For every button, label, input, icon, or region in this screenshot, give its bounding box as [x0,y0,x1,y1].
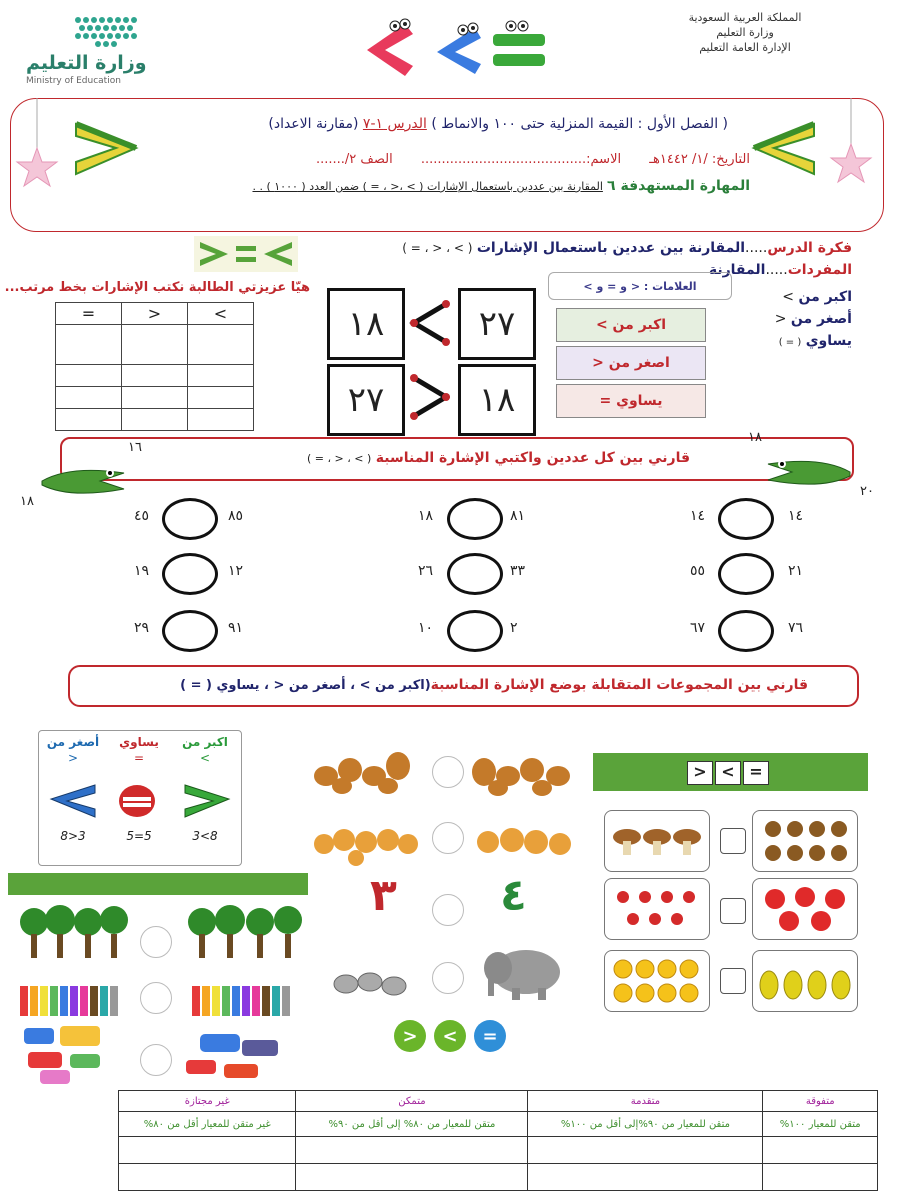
rubric-empty-row [119,1137,878,1164]
lesson-idea-text: المقارنة بين عددين باستعمال الإشارات [476,240,746,256]
crocodile-less-sign-icon [750,118,818,184]
example-left-number: ١٨ [327,288,405,360]
crocodile-icon [40,455,130,503]
pencils-group-icon [190,978,300,1018]
government-header [680,10,810,55]
card-sign: = [133,751,145,765]
card-header-greater: اكبر من [182,735,228,749]
date-field[interactable]: التاريخ: /١/ ١٤٤٢هـ [649,152,750,167]
vocab-item: اكبر من > [782,289,852,305]
vocabulary-text: المقارنة [708,262,766,278]
compare-right-number: ١٤ [788,508,804,524]
rubric-description: متقن للمعيار من ٩٠%إلى أقل من ١٠٠% [528,1112,763,1137]
answer-circle[interactable] [718,553,774,595]
dogs-group-icon [312,740,422,796]
ministry-name-en: Ministry of Education [26,76,121,86]
legend-less: اصغر من < [556,346,706,380]
student-line [170,152,750,167]
lesson-number: الدرس ١-٧ [362,116,427,132]
star-ornament-icon [826,98,876,194]
example-right-number: ٢٧ [458,288,536,360]
gov-line-directorate: الإدارة العامة التعليم [699,41,791,54]
crocodile-signs-card [38,730,242,866]
rubric-header: متمكن [296,1091,528,1112]
mushrooms-icon [605,811,709,871]
compare-right-number: ٨٥ [228,508,244,524]
compare-right-number: ١٢ [228,563,244,579]
lesson-idea-signs: ( > ، < ، = ) [402,241,473,255]
vocabulary-dots: ..... [765,262,788,278]
green-crocodile-icon [181,781,235,821]
star-ornament-icon [12,98,62,194]
compare-left-number: ٢٩ [134,620,150,636]
answer-circle[interactable] [162,610,218,652]
corner-number: ١٦ [128,440,142,455]
chapter-title: ( الفصل الأول : القيمة المنزلية حتى ١٠٠ والانماط ) [431,116,728,132]
rubric-description: متقن للمعيار ١٠٠% [763,1112,878,1137]
cats-group-icon [312,810,422,866]
table-row [56,387,254,409]
chapter-line [268,116,728,132]
grade-field[interactable]: الصف ٢/....... [315,152,393,167]
pears-icon [753,951,857,1011]
answer-circle[interactable] [718,610,774,652]
card-header-less: أصغر من [46,735,100,749]
mice-group-icon [330,960,414,1000]
corner-number: ١٨ [20,494,34,509]
dogs-group-icon [468,740,580,798]
exercise2-header [180,677,808,693]
legend-equal: يساوي = [556,384,706,418]
answer-circle[interactable] [162,553,218,595]
compare-right-number: ٢ [510,620,518,636]
compare-left-number: ٢٦ [418,563,434,579]
exercise1-header [307,450,690,466]
answer-circle[interactable] [432,822,464,854]
card-sign: > [67,751,79,765]
group-number-right: ٤ [500,870,527,921]
acorns-card [752,810,858,872]
compare-left-number: ١٩ [134,563,150,579]
card-sign: < [199,751,211,765]
compare-left-number: ٦٧ [690,620,706,636]
vocab-item: أصغر من < [774,311,852,327]
compare-left-number: ١٤ [690,508,706,524]
corner-number: ١٨ [748,430,762,445]
exercise1-signs: ( > ، < ، = ) [306,452,372,465]
pears-card [752,950,858,1012]
answer-circle[interactable] [162,498,218,540]
compare-right-number: ٢١ [788,563,804,579]
compare-right-number: ٣٣ [510,563,526,579]
cars-group-icon [20,1022,120,1086]
answer-circle[interactable] [447,553,503,595]
equal-sign-tile[interactable]: = [743,761,769,785]
group-number-left: ٣ [370,870,397,921]
cherries-icon [605,879,709,939]
skill-text: المقارنة بين عددين باستعمال الإشارات ( > ،< ، = ) ضمن العدد ( ١٠٠٠ ) . . [252,180,603,193]
answer-circle[interactable] [447,610,503,652]
compare-left-number: ٤٥ [134,508,150,524]
example-left-number: ٢٧ [327,364,405,436]
assessment-rubric-table [118,1090,878,1191]
compare-right-number: ٨١ [510,508,526,524]
red-mouth-icon [115,781,159,821]
answer-box[interactable] [720,968,746,994]
compare-left-number: ١٨ [418,508,434,524]
cars-group-icon [180,1030,290,1086]
rubric-header: متفوقة [763,1091,878,1112]
rubric-header-row [119,1091,878,1112]
answer-circle[interactable] [140,926,172,958]
vocab-item: يساوي ( = ) [778,333,852,349]
answer-circle[interactable] [432,962,464,994]
lesson-topic: (مقارنة الاعداد) [268,116,359,132]
table-header-cell: > [122,303,188,325]
gov-line-country: المملكة العربية السعودية [688,11,802,24]
table-header-row [56,303,254,325]
answer-circle[interactable] [447,498,503,540]
answer-circle[interactable] [140,982,172,1014]
rubric-header: متقدمة [528,1091,763,1112]
lesson-idea-label: فكرة الدرس [767,240,852,256]
equal-sign-icon: = [482,1026,498,1047]
card-example: 8>3 [60,829,86,843]
signs-legend-title: العلامات : < و = و > [548,272,732,300]
card-example: 3<8 [192,829,218,843]
green-header-bar [8,873,308,895]
card-header-equal: يساوي [119,735,159,749]
answer-circle[interactable] [432,894,464,926]
mushrooms-card [604,810,710,872]
greater-than-sign-icon [408,372,450,422]
lesson-idea-line [402,240,852,256]
answer-box[interactable] [720,898,746,924]
lemons-icon [605,951,709,1011]
table-header-cell: < [188,303,254,325]
rubric-empty-row [119,1164,878,1191]
cats-group-icon [470,810,580,866]
skill-label: المهارة المستهدفة ٦ [607,178,750,194]
rubric-description-row [119,1112,878,1137]
rubric-description: متقن للمعيار من ٨٠% إلى أقل من ٩٠% [296,1112,528,1137]
example-right-number: ١٨ [458,364,536,436]
answer-circle[interactable] [140,1044,172,1076]
comparison-signs-title-art [355,14,555,82]
lemons-card [604,950,710,1012]
apples-icon [753,879,857,939]
greater-sign-tile[interactable]: > [687,761,713,785]
apples-card [752,878,858,940]
pencils-group-icon [18,978,128,1018]
elephant-icon [476,944,572,1002]
bottom-sign-buttons [392,1018,510,1054]
rubric-description: غير متقن للمعيار أقل من ٨٠% [119,1112,296,1137]
rubric-header: غير مجتازة [119,1091,296,1112]
crocodile-greater-sign-icon [72,118,140,184]
compare-left-number: ٥٥ [690,563,706,579]
vocabulary-label: المفردات [787,262,852,278]
exercise1-title: قارني بين كل عددين واكتبي الإشارة المناسبة [375,450,690,466]
answer-circle[interactable] [432,756,464,788]
compare-right-number: ٧٦ [788,620,804,636]
blue-crocodile-icon [45,781,99,821]
answer-circle[interactable] [718,498,774,540]
table-row [56,409,254,431]
less-than-sign-icon [408,298,450,348]
less-sign-icon: < [442,1026,458,1047]
practice-note: هيّا عزيزتي الطالبة نكتب الإشارات بخط مرتب... [4,280,310,295]
table-row [56,325,254,365]
name-field[interactable]: الاسم:........................................ [420,152,622,167]
corner-number: ٢٠ [860,484,874,499]
exercise2-title: قارني بين المجموعات المتقابلة بوضع الإشارة المناسبة [430,677,808,693]
signs-banner-icon [194,236,298,272]
green-signs-bar [593,753,868,791]
sign-practice-table [55,302,254,431]
gov-line-ministry: وزارة التعليم [716,26,774,39]
skill-line [160,178,750,194]
trees-group-icon [188,900,302,962]
card-example: 5=5 [126,829,152,843]
exercise2-hint: (اكبر من > ، أصغر من < ، يساوي ( = ) [180,678,431,693]
compare-right-number: ٩١ [228,620,244,636]
answer-box[interactable] [720,828,746,854]
acorns-icon [753,811,857,871]
legend-greater: اكبر من > [556,308,706,342]
compare-left-number: ١٠ [418,620,434,636]
vocabulary-list [775,286,852,354]
table-header-cell: = [56,303,122,325]
lesson-idea-dots: ..... [745,240,768,256]
ministry-name-ar: وزارة التعليم [26,52,147,74]
cherries-card [604,878,710,940]
crocodile-icon [762,446,852,494]
greater-sign-icon: > [402,1026,418,1047]
less-sign-tile[interactable]: < [715,761,741,785]
trees-group-icon [20,900,128,962]
table-row [56,365,254,387]
